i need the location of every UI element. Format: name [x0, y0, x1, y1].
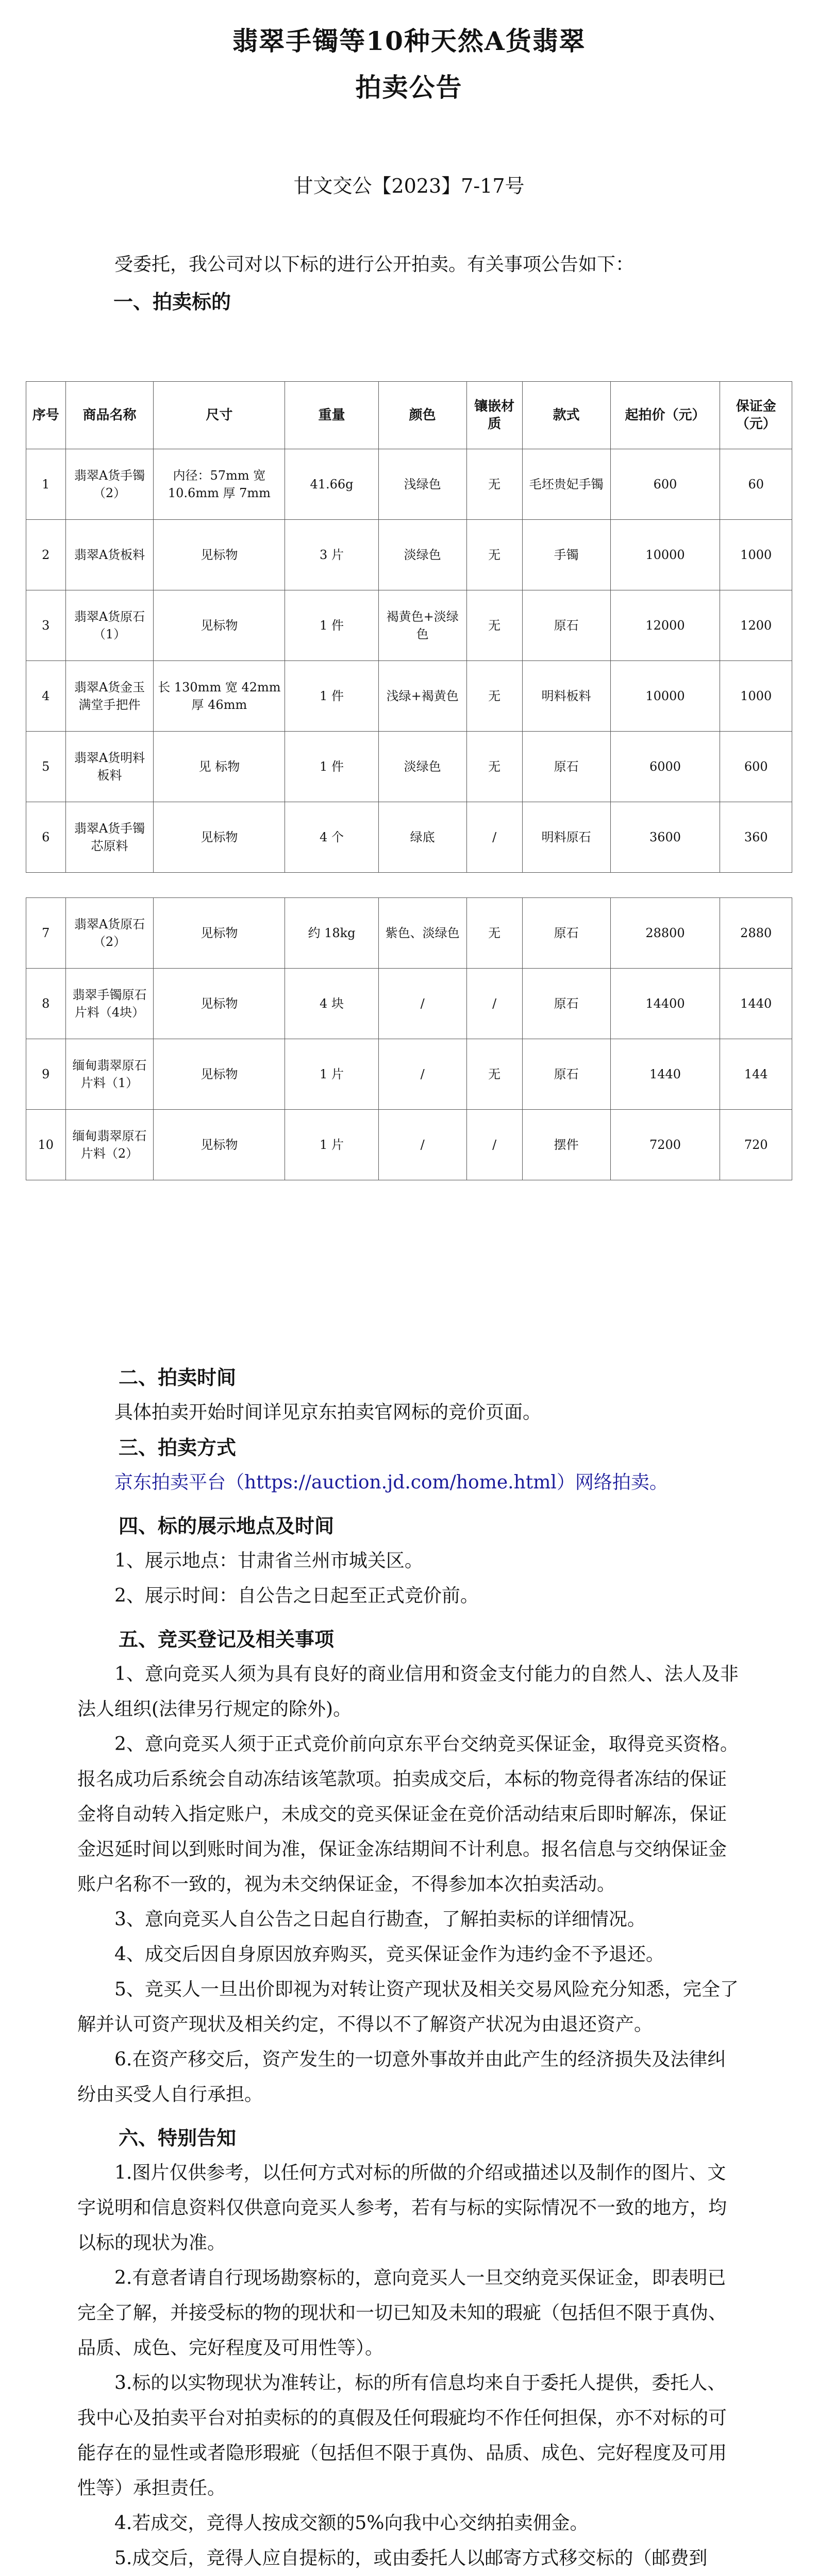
table-row [26, 520, 792, 590]
table-row [26, 898, 792, 969]
sections-container [77, 1360, 742, 2576]
section-text: 5.成交后，竞得人应自提标的，或由委托人以邮寄方式移交标的（邮费到 [114, 2548, 708, 2569]
table-cell: 见标物 [154, 1110, 285, 1180]
table-cell: 浅绿+褐黄色 [378, 661, 466, 732]
table-cell: 1 片 [285, 1110, 378, 1180]
table-cell: 原石 [522, 898, 610, 969]
table-cell: 原石 [522, 969, 610, 1039]
table-cell: 2 [26, 520, 66, 590]
section-text: 具体拍卖开始时间详见京东拍卖官网标的竞价页面。 [114, 1402, 542, 1423]
table-row [26, 661, 792, 732]
intro-paragraph [77, 247, 742, 319]
table-cell: 3 片 [285, 520, 378, 590]
table-cell: 翡翠A货手镯芯原料 [65, 802, 154, 873]
section-text: 1、展示地点：甘肃省兰州市城关区。 [114, 1550, 423, 1571]
table-cell: 10 [26, 1110, 66, 1180]
table-cell: 6000 [610, 732, 720, 802]
table-cell: 60 [720, 449, 792, 520]
table-cell: 约 18kg [285, 898, 378, 969]
table-cell: 见标物 [154, 898, 285, 969]
table-cell: 10000 [610, 520, 720, 590]
table-cell: / [378, 1039, 466, 1110]
table-cell: / [466, 802, 522, 873]
table-cell: 翡翠A货金玉满堂手把件 [65, 661, 154, 732]
section-heading: 五、竞买登记及相关事项 [119, 1628, 335, 1651]
table-cell: / [466, 1110, 522, 1180]
table-cell: 144 [720, 1039, 792, 1110]
table-cell: 见标物 [154, 1039, 285, 1110]
table-cell: 720 [720, 1110, 792, 1180]
section-text: 4.若成交，竞得人按成交额的5%向我中心交纳拍卖佣金。 [114, 2513, 589, 2534]
table-cell: 14400 [610, 969, 720, 1039]
table-cell: 缅甸翡翠原石片料（1） [65, 1039, 154, 1110]
table-cell: 翡翠A货明料板料 [65, 732, 154, 802]
column-header: 商品名称 [65, 382, 154, 449]
table-row [26, 449, 792, 520]
section-heading: 四、标的展示地点及时间 [119, 1515, 335, 1537]
section-heading: 三、拍卖方式 [119, 1436, 237, 1459]
table-cell: 绿底 [378, 802, 466, 873]
table-gap-row [26, 873, 792, 898]
table-cell: 28800 [610, 898, 720, 969]
table-cell: 4 [26, 661, 66, 732]
table-cell: 无 [466, 661, 522, 732]
column-header: 保证金（元） [720, 382, 792, 449]
table-cell: 无 [466, 732, 522, 802]
table-cell: 淡绿色 [378, 520, 466, 590]
section-text: 2、意向竞买人须于正式竞价前向京东平台交纳竞买保证金，取得竞买资格。报名成功后系统会自动冻结该笔款项。拍卖成交后，本标的物竞得者冻结的保证金将自动转入指定账户，未成交的竞买保证金在竞价活动结束后即时解冻，保证金迟延时间以到账时间为准，保证金冻结期间不计利息。报名信息与交纳保证金账户名称不一致的，视为未交纳保证金，不得参加本次拍卖活动。 [77, 1734, 739, 1895]
table-cell: 浅绿色 [378, 449, 466, 520]
table-cell: / [466, 969, 522, 1039]
table-cell: 翡翠A货手镯（2） [65, 449, 154, 520]
table-cell: 7200 [610, 1110, 720, 1180]
table-cell: 1 [26, 449, 66, 520]
table-cell: 1440 [720, 969, 792, 1039]
table-row [26, 802, 792, 873]
table-cell: 翡翠A货原石（2） [65, 898, 154, 969]
section-text: 1.图片仅供参考，以任何方式对标的所做的介绍或描述以及制作的图片、文字说明和信息资料仅供意向竞买人参考，若有与标的实际情况不一致的地方，均以标的现状为准。 [77, 2162, 727, 2253]
table-header-row [26, 382, 792, 449]
table-cell: 1 件 [285, 732, 378, 802]
auction-items-table [26, 381, 792, 1180]
table-cell: 紫色、淡绿色 [378, 898, 466, 969]
table-cell: 3 [26, 590, 66, 661]
section-text: 3.标的以实物现状为准转让，标的所有信息均来自于委托人提供，委托人、我中心及拍卖平台对拍卖标的的真假及任何瑕疵均不作任何担保，亦不对标的可能存在的显性或者隐形瑕疵（包括但不限于真伪、品质、成色、完好程度及可用性等）承担责任。 [77, 2372, 727, 2499]
table-cell: 无 [466, 1039, 522, 1110]
table-cell: 5 [26, 732, 66, 802]
table-cell: 缅甸翡翠原石片料（2） [65, 1110, 154, 1180]
table-cell: 毛坯贵妃手镯 [522, 449, 610, 520]
document-number: 甘文交公【2023】7-17号 [293, 175, 525, 197]
table-cell: 见标物 [154, 520, 285, 590]
column-header: 序号 [26, 382, 66, 449]
table-cell: / [378, 969, 466, 1039]
section-text: 2.有意者请自行现场勘察标的，意向竞买人一旦交纳竞买保证金，即表明已完全了解，并接受标的物的现状和一切已知及未知的瑕疵（包括但不限于真伪、品质、成色、完好程度及可用性等）。 [77, 2267, 727, 2359]
section-heading: 一、拍卖标的 [113, 291, 231, 313]
section-text: 3、意向竞买人自公告之日起自行勘查，了解拍卖标的详细情况。 [114, 1909, 646, 1930]
table-cell: 淡绿色 [378, 732, 466, 802]
table-cell: 见标物 [154, 590, 285, 661]
table-cell: 600 [720, 732, 792, 802]
table-cell: 内径：57mm 宽 10.6mm 厚 7mm [154, 449, 285, 520]
table-row [26, 590, 792, 661]
table-cell: / [378, 1110, 466, 1180]
table-cell: 见标物 [154, 969, 285, 1039]
table-cell: 7 [26, 898, 66, 969]
section-text: 4、成交后因自身原因放弃购买，竞买保证金作为违约金不予退还。 [114, 1944, 664, 1965]
table-cell: 10000 [610, 661, 720, 732]
table-cell: 褐黄色+淡绿色 [378, 590, 466, 661]
table-cell: 4 个 [285, 802, 378, 873]
table-cell: 41.66g [285, 449, 378, 520]
table-cell: 原石 [522, 732, 610, 802]
table-cell: 2880 [720, 898, 792, 969]
table-cell: 1200 [720, 590, 792, 661]
table-cell: 1000 [720, 520, 792, 590]
column-header: 重量 [285, 382, 378, 449]
table-cell: 8 [26, 969, 66, 1039]
column-header: 尺寸 [154, 382, 285, 449]
table-cell: 6 [26, 802, 66, 873]
table-row [26, 969, 792, 1039]
table-gap-cell [26, 873, 792, 898]
auction-platform-link[interactable]: 京东拍卖平台（https://auction.jd.com/home.html）网络拍卖。 [114, 1472, 668, 1493]
table-cell: 360 [720, 802, 792, 873]
table-cell: 4 块 [285, 969, 378, 1039]
table-cell: 见 标物 [154, 732, 285, 802]
document-title: 翡翠手镯等10种天然A货翡翠 [232, 26, 586, 56]
section-text: 5、竞买人一旦出价即视为对转让资产现状及相关交易风险充分知悉，完全了解并认可资产现状及相关约定，不得以不了解资产状况为由退还资产。 [77, 1979, 739, 2035]
table-cell: 手镯 [522, 520, 610, 590]
table-cell: 见标物 [154, 802, 285, 873]
table-cell: 1000 [720, 661, 792, 732]
section-heading: 二、拍卖时间 [119, 1366, 237, 1389]
table-cell: 无 [466, 520, 522, 590]
table-cell: 9 [26, 1039, 66, 1110]
table-cell: 1 片 [285, 1039, 378, 1110]
table-cell: 长 130mm 宽 42mm 厚 46mm [154, 661, 285, 732]
column-header: 颜色 [378, 382, 466, 449]
column-header: 镶嵌材质 [466, 382, 522, 449]
table-cell: 翡翠A货板料 [65, 520, 154, 590]
table-cell: 摆件 [522, 1110, 610, 1180]
table-cell: 原石 [522, 590, 610, 661]
table-cell: 3600 [610, 802, 720, 873]
section-text: 6.在资产移交后，资产发生的一切意外事故并由此产生的经济损失及法律纠纷由买受人自行承担。 [77, 2049, 726, 2105]
table-row [26, 732, 792, 802]
column-header: 起拍价（元） [610, 382, 720, 449]
column-header: 款式 [522, 382, 610, 449]
table-cell: 翡翠手镯原石片料（4块） [65, 969, 154, 1039]
intro-text: 受委托，我公司对以下标的进行公开拍卖。有关事项公告如下： [114, 254, 635, 275]
table-cell: 1 件 [285, 661, 378, 732]
table-cell: 明料板料 [522, 661, 610, 732]
table-cell: 无 [466, 898, 522, 969]
table-cell: 无 [466, 590, 522, 661]
table-cell: 原石 [522, 1039, 610, 1110]
table-cell: 无 [466, 449, 522, 520]
table-row [26, 1110, 792, 1180]
table-row [26, 1039, 792, 1110]
section-text: 2、展示时间：自公告之日起至正式竞价前。 [114, 1585, 479, 1606]
table-cell: 600 [610, 449, 720, 520]
section-heading: 六、特别告知 [119, 2127, 237, 2149]
table-cell: 1440 [610, 1039, 720, 1110]
table-cell: 翡翠A货原石（1） [65, 590, 154, 661]
document-subtitle: 拍卖公告 [355, 72, 463, 103]
table-cell: 1 件 [285, 590, 378, 661]
section-text: 1、意向竞买人须为具有良好的商业信用和资金支付能力的自然人、法人及非法人组织(法律另行规定的除外)。 [77, 1664, 739, 1720]
table-cell: 12000 [610, 590, 720, 661]
table-cell: 明料原石 [522, 802, 610, 873]
